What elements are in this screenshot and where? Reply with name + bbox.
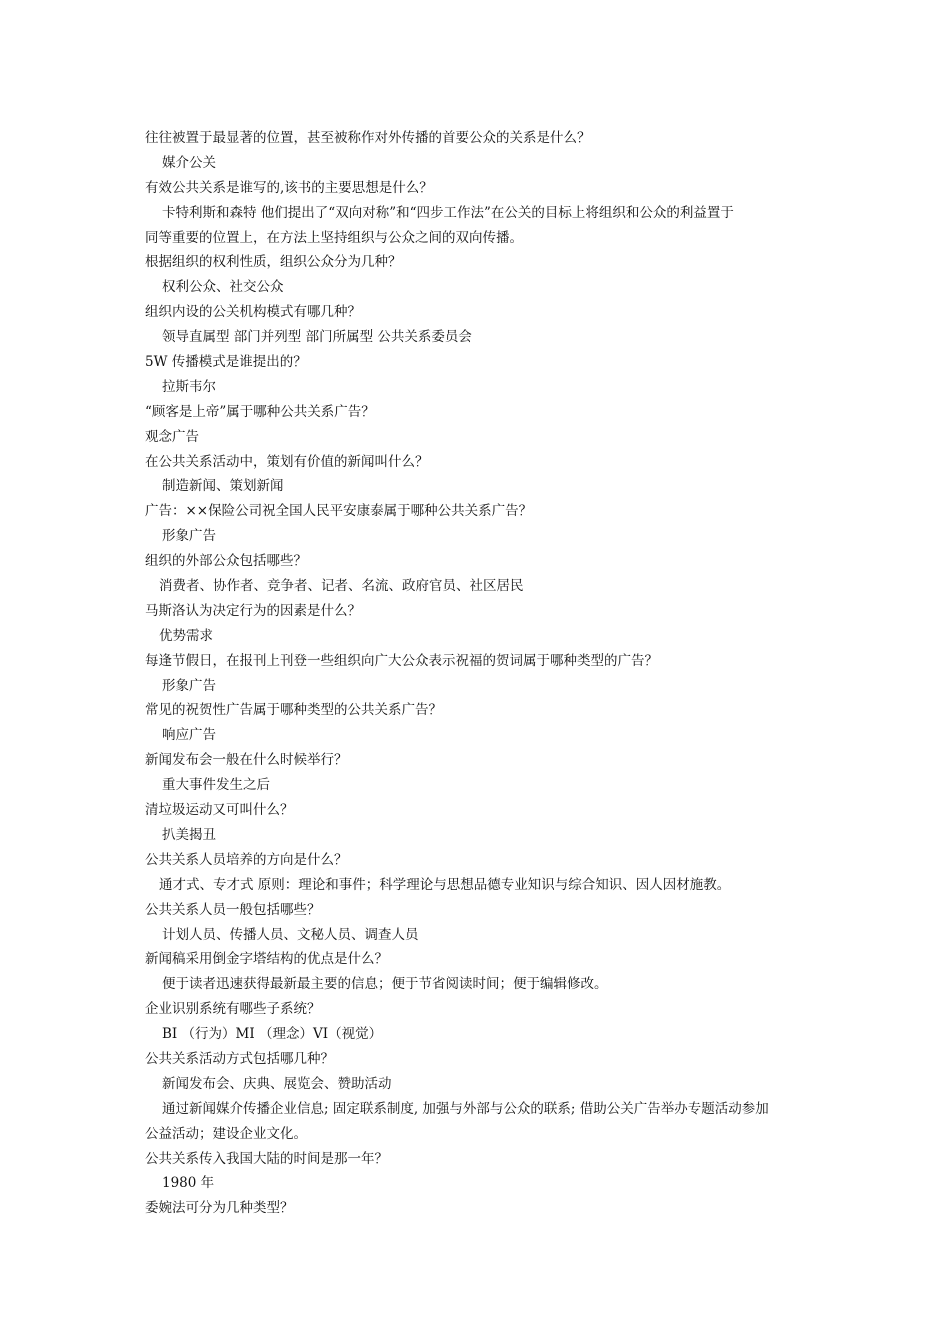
question-line: 公益活动；建设企业文化。: [145, 1125, 307, 1142]
question-line: 新闻发布会一般在什么时候举行？: [145, 752, 348, 769]
answer-line: 计划人员、传播人员、文秘人员、调查人员: [162, 926, 419, 943]
answer-line: 优势需求: [159, 627, 213, 644]
question-line: 常见的祝贺性广告属于哪种类型的公共关系广告？: [145, 702, 442, 719]
question-line: 根据组织的权利性质，组织公众分为几种？: [145, 254, 402, 271]
answer-line: 响应广告: [162, 727, 216, 744]
question-line: 在公共关系活动中，策划有价值的新闻叫什么？: [145, 453, 429, 470]
answer-line: 扒美揭丑: [162, 826, 216, 843]
answer-line: 媒介公关: [162, 154, 216, 171]
question-line: 马斯洛认为决定行为的因素是什么？: [145, 602, 361, 619]
question-line: 组织内设的公关机构模式有哪几种？: [145, 304, 361, 321]
question-line: 广告：××保险公司祝全国人民平安康泰属于哪种公共关系广告？: [145, 503, 533, 520]
question-line: 新闻稿采用倒金字塔结构的优点是什么？: [145, 951, 388, 968]
answer-line: 通才式、专才式 原则：理论和事件；科学理论与思想品德专业知识与综合知识、因人因材施教。: [159, 876, 731, 893]
answer-line: BI （行为）MI （理念）VI（视觉）: [162, 1026, 383, 1043]
question-line: 公共关系人员一般包括哪些？: [145, 901, 321, 918]
answer-line: 新闻发布会、庆典、展览会、赞助活动: [162, 1075, 392, 1092]
answer-line: 领导直属型 部门并列型 部门所属型 公共关系委员会: [162, 329, 472, 346]
question-line: “顾客是上帝”属于哪种公共关系广告？: [145, 403, 375, 420]
question-line: 同等重要的位置上，在方法上坚持组织与公众之间的双向传播。: [145, 229, 523, 246]
question-line: 往往被置于最显著的位置，甚至被称作对外传播的首要公众的关系是什么？: [145, 130, 591, 146]
question-line: 公共关系人员培养的方向是什么？: [145, 851, 348, 868]
answer-line: 消费者、协作者、竞争者、记者、名流、政府官员、社区居民: [159, 578, 524, 595]
answer-line: 形象广告: [162, 677, 216, 694]
question-line: 每逢节假日，在报刊上刊登一些组织向广大公众表示祝福的贺词属于哪种类型的广告？: [145, 652, 658, 669]
answer-line: 通过新闻媒介传播企业信息; 固定联系制度, 加强与外部与公众的联系; 借助公关广告举办专题活动参加: [162, 1100, 769, 1117]
answer-line: 卡特利斯和森特 他们提出了“双向对称”和“四步工作法”在公关的目标上将组织和公众的利益置于: [162, 204, 734, 221]
question-line: 公共关系活动方式包括哪几种？: [145, 1050, 334, 1067]
answer-line: 权利公众、社交公众: [162, 279, 284, 296]
question-line: 有效公共关系是谁写的,该书的主要思想是什么？: [145, 179, 433, 196]
question-line: 企业识别系统有哪些子系统？: [145, 1001, 321, 1018]
question-line: 清垃圾运动又可叫什么？: [145, 802, 294, 819]
answer-line: 拉斯韦尔: [162, 378, 216, 395]
answer-line: 1980 年: [162, 1175, 215, 1192]
question-line: 5W 传播模式是谁提出的？: [145, 354, 307, 371]
question-line: 组织的外部公众包括哪些？: [145, 553, 307, 570]
answer-line: 形象广告: [162, 528, 216, 545]
answer-line: 制造新闻、策划新闻: [162, 478, 284, 495]
question-line: 公共关系传入我国大陆的时间是那一年？: [145, 1150, 388, 1167]
question-line: 观念广告: [145, 428, 199, 445]
question-line: 委婉法可分为几种类型？: [145, 1200, 294, 1217]
document-page: [145, 126, 815, 1221]
answer-line: 便于读者迅速获得最新最主要的信息；便于节省阅读时间；便于编辑修改。: [162, 976, 608, 993]
answer-line: 重大事件发生之后: [162, 777, 270, 794]
